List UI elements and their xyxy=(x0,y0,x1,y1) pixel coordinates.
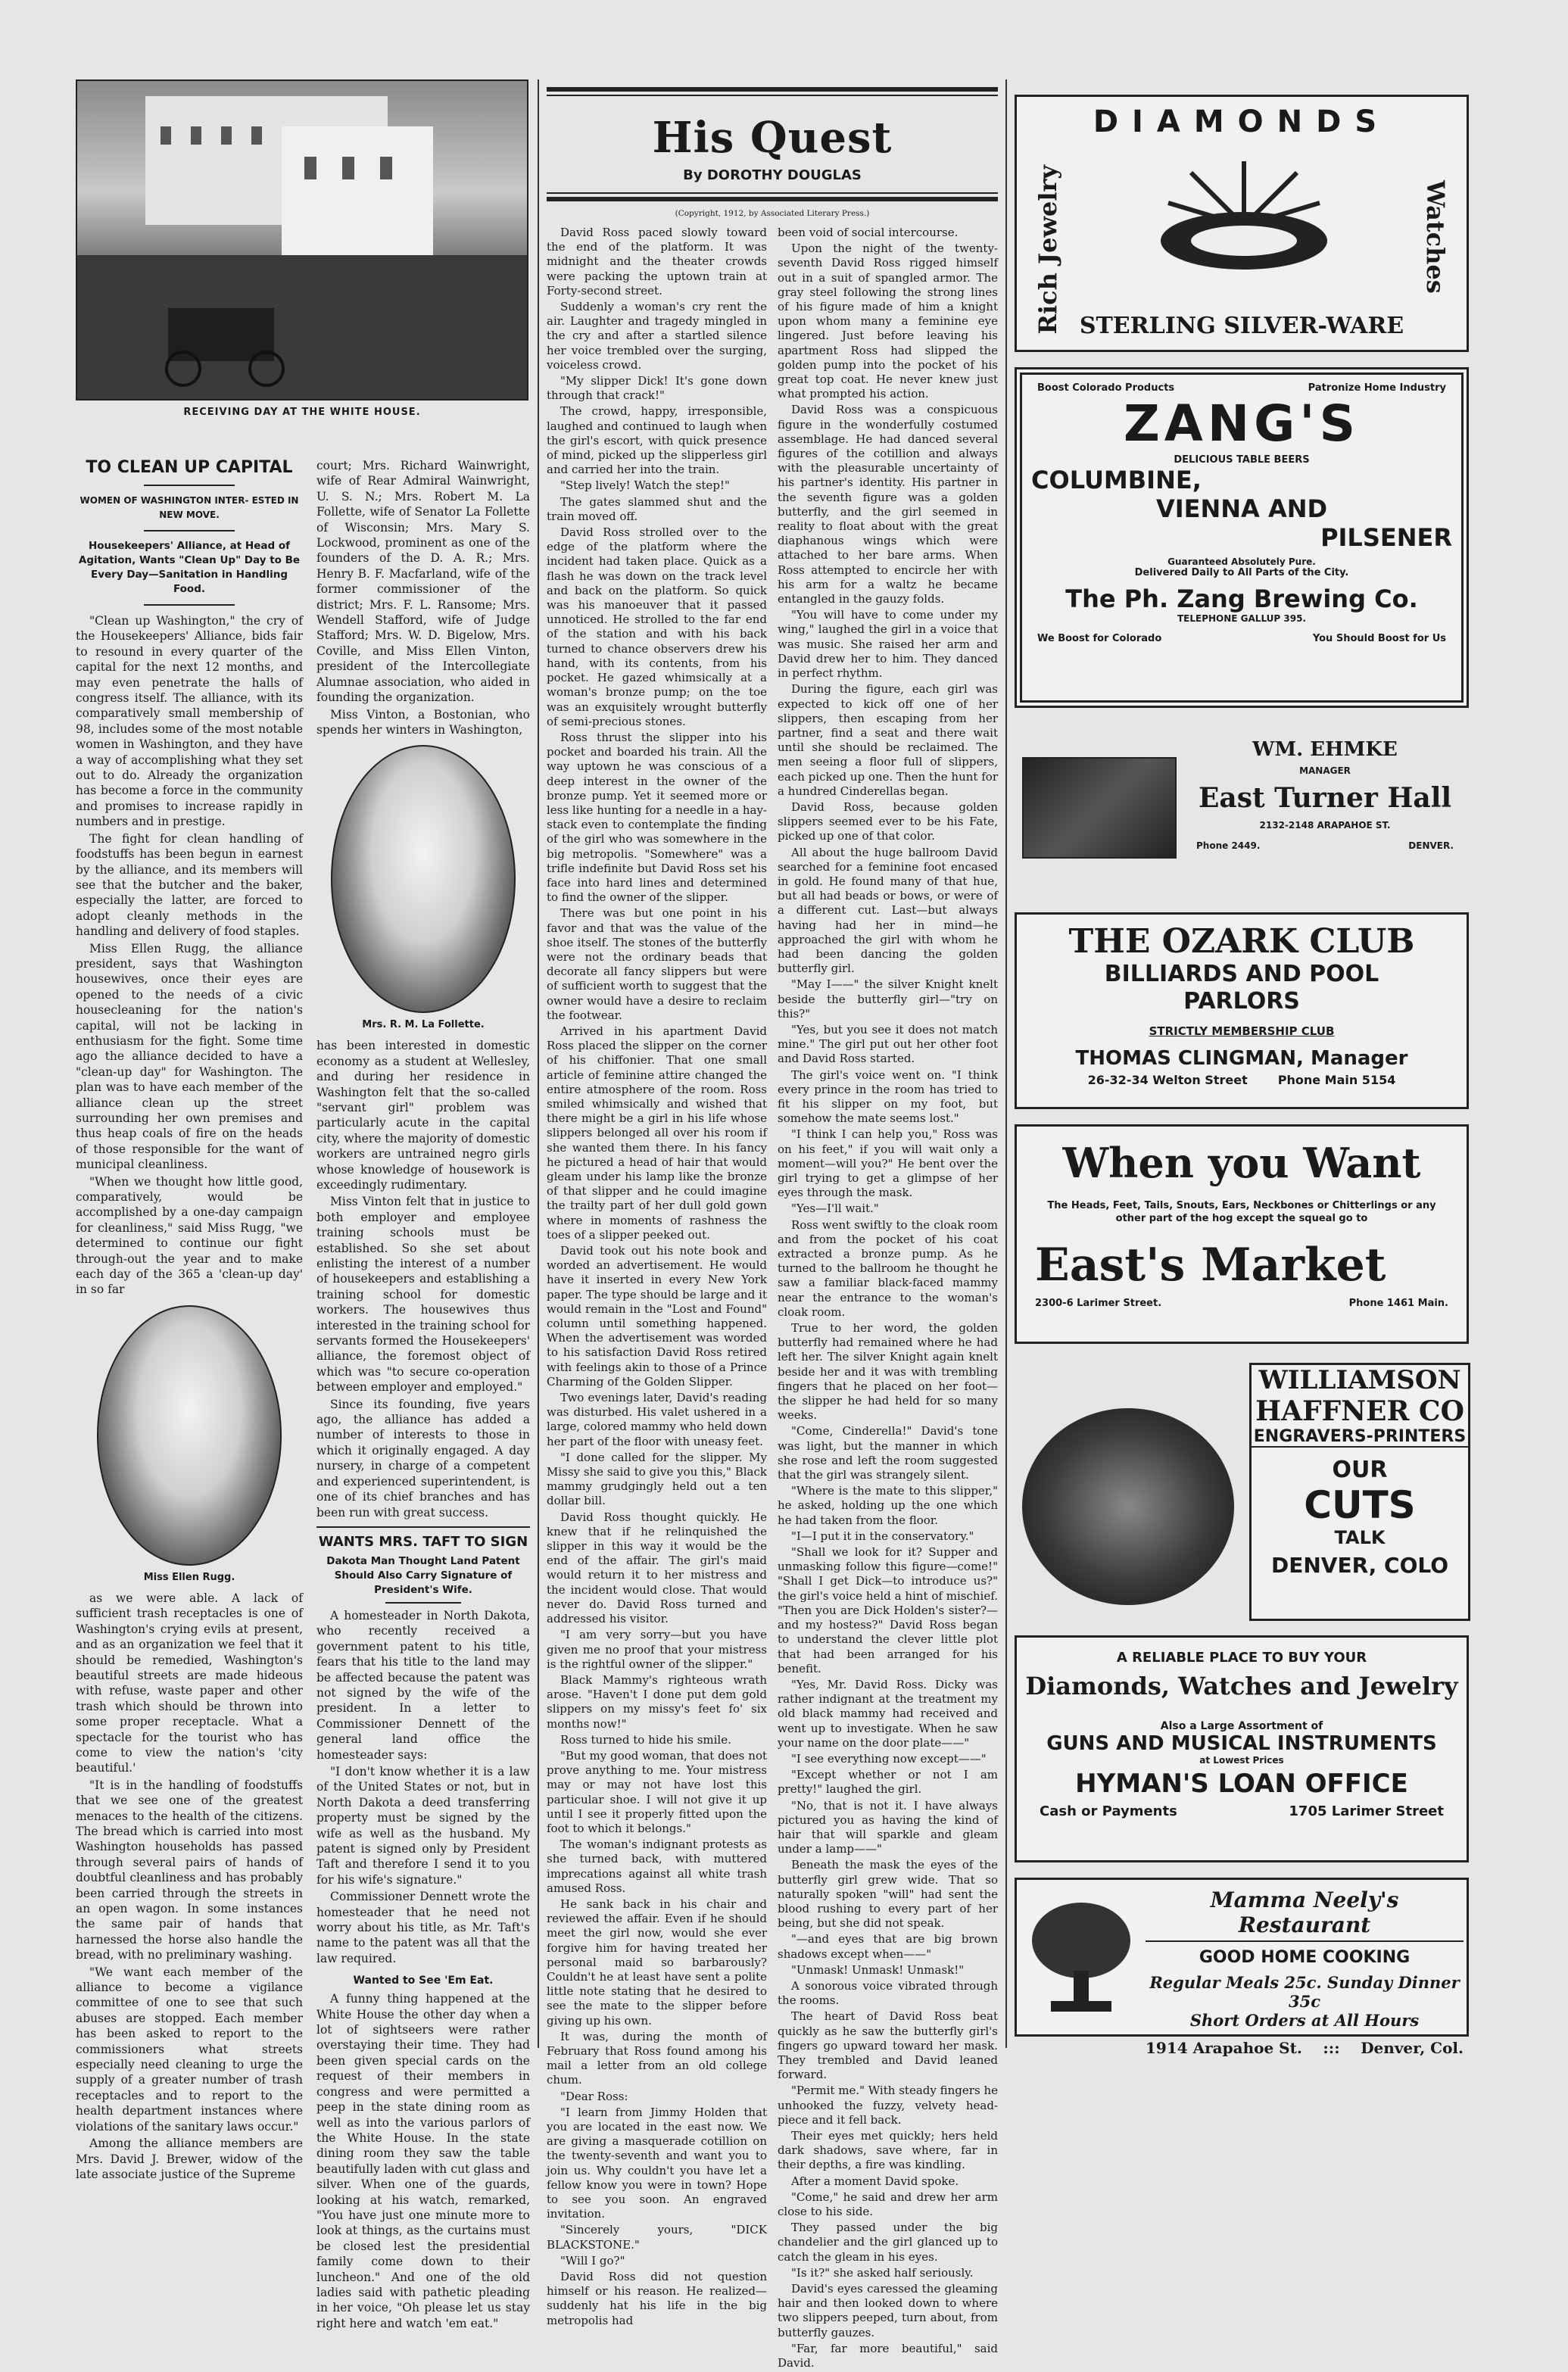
diamonds-ad xyxy=(1015,95,1469,352)
ad-title: THE OZARK CLUB xyxy=(1068,922,1415,961)
headline-see-em-eat: Wanted to See 'Em Eat. xyxy=(353,1975,494,1987)
story-paragraph: been void of social intercourse. xyxy=(778,226,959,239)
ad-text: Also a Large Assortment of xyxy=(1160,1720,1323,1732)
subhead: WOMEN OF WASHINGTON INTER- ESTED IN NEW MOVE. xyxy=(79,495,299,520)
ad-text: GOOD HOME COOKING xyxy=(1199,1948,1411,1967)
story-paragraph: The heart of David Ross beat quickly as he saw the butterfly girl's fingers go upward toward her mask. They trembled and David leaned forward. xyxy=(778,2009,998,2082)
portrait-ellen-rugg xyxy=(97,1305,282,1566)
story-paragraph: "I see everything now except——" xyxy=(791,1751,987,1766)
white-house-photo xyxy=(76,79,528,401)
ad-side-right: Watches xyxy=(1421,180,1450,294)
story-paragraph: "I done called for the slipper. My Missy she said to give you this," Black mammy grudgingly held out a ten dollar bill. xyxy=(547,1450,767,1508)
story-paragraph: True to her word, the golden butterfly had remained where he had left her. The silver Knight again knelt beside her and it was with trembling fingers that he placed on her foot—the slipper he had held for so many weeks. xyxy=(778,1321,998,1423)
ad-text: Diamonds, Watches and Jewelry xyxy=(1025,1672,1458,1700)
story-paragraph: "Will I go?" xyxy=(560,2253,625,2268)
ad-text: GUNS AND MUSICAL INSTRUMENTS xyxy=(1046,1732,1437,1755)
story-paragraph: "—and eyes that are big brown shadows except when——" xyxy=(778,1932,998,1961)
ad-text: CUTS xyxy=(1304,1483,1416,1527)
ad-text: HYMAN'S LOAN OFFICE xyxy=(1075,1769,1408,1799)
story-paragraph: David took out his note book and worded an advertisement. He would have it inserted in every New York paper. The type should be large and it would remain in the "Lost and Found" column until something happened. When the advertisement was worded to his satisfaction David Ross retired with feelings akin to those of a Prince Charming of the Golden Slipper. xyxy=(547,1244,767,1389)
story-paragraph: After a moment David spoke. xyxy=(791,2174,959,2188)
left-columns xyxy=(76,79,528,425)
ad-text: Guaranteed Absolutely Pure. xyxy=(1167,556,1316,567)
headline-mrs-taft: WANTS MRS. TAFT TO SIGN xyxy=(318,1533,528,1550)
ad-text: The Heads, Feet, Tails, Snouts, Ears, Neckbones or Chitterlings or any other part of the hog except the squeal go to xyxy=(1047,1200,1436,1224)
paragraph: Miss Vinton, a Bostonian, who spends her winters in Washington, xyxy=(316,707,530,737)
subhead: Dakota Man Thought Land Patent Should Also Carry Signature of President's Wife. xyxy=(326,1554,520,1596)
ad-text: ENGRAVERS-PRINTERS xyxy=(1252,1427,1468,1448)
ad-text: BILLIARDS AND POOL xyxy=(1104,961,1379,987)
story-paragraph: David Ross thought quickly. He knew that if he relinquished the slipper in this way it would be the end of the affair. The girl's maid would return it to her mistress and the incident would close. That would never do. David Ross turned and addressed his visitor. xyxy=(547,1510,767,1626)
story-paragraph: Ross turned to hide his smile. xyxy=(560,1732,731,1747)
story-paragraph: David's eyes caressed the gleaming hair and then looked down to where two slippers peeped, turn about, from butterfly gauzes. xyxy=(778,2282,998,2339)
story-paragraph: David Ross strolled over to the edge of the platform where the incident had taken place. Quick as a flash he was down on the track level and back on the platform. So quick was his manoeuver that it passed unnoticed. He strolled to the far end of the station and with his back turned to chance observers drew his hand, with its contents, from his pocket. He gazed whimsically at a woman's bronze pump; on the toe was an exquisitely wrought butterfly of semi-precious stones. xyxy=(547,525,767,728)
portrait-caption: Mrs. R. M. La Follette. xyxy=(362,1019,485,1031)
ad-text: TELEPHONE GALLUP 395. xyxy=(1177,613,1306,624)
story-title: His Quest xyxy=(652,113,893,163)
story-paragraph: It was, during the month of February that Ross found among his mail a letter from an old college chum. xyxy=(547,2029,767,2087)
white-house-illustration xyxy=(77,81,527,399)
story-paragraph: "Permit me." With steady fingers he unhooked the fuzzy, velvety head-piece and it fell back. xyxy=(778,2084,998,2127)
column-rule xyxy=(538,79,539,2048)
subhead-deck: Housekeepers' Alliance, at Head of Agitation, Wants "Clean Up" Day to Be Every Day—Sanitation in Handling Food. xyxy=(78,540,301,595)
ad-text: 2300-6 Larimer Street. xyxy=(1035,1298,1162,1309)
story-column xyxy=(547,79,998,2372)
newspaper-page xyxy=(76,79,1529,2370)
column-1 xyxy=(76,458,303,2183)
ad-text: WM. EHMKE xyxy=(1252,738,1398,761)
paragraph: A homesteader in North Dakota, who recently received a government patent to his title, fears that his title to the land may be affected because the patent was not signed by the wife of the president. In a letter to Commissioner Dennett of the general land office the homesteader says: xyxy=(316,1608,530,1762)
ad-title: Mamma Neely's Restaurant xyxy=(1146,1887,1464,1942)
story-paragraph: "Yes, Mr. David Ross. Dicky was rather indignant at the treatment my old black mammy had received and went up to investigate. When he saw your name on the door plate——" xyxy=(778,1677,998,1750)
paragraph: Commissioner Dennett wrote the homesteader that he need not worry about his title, as Mr. Taft's name to the patent was all that the law required. xyxy=(316,1890,530,1965)
ad-text: at Lowest Prices xyxy=(1199,1755,1284,1766)
ad-bottom: STERLING SILVER-WARE xyxy=(1079,313,1404,339)
story-paragraph: "I learn from Jimmy Holden that you are located in the east now. We are giving a masquerade cotillion on the twenty-seventh and want you to join us. Why couldn't you have let a fellow know you were in town? Hope to see you soon. An engraved invitation. xyxy=(547,2105,767,2221)
story-paragraph: "Is it?" she asked half seriously. xyxy=(791,2265,974,2280)
ad-text: 26-32-34 Welton Street xyxy=(1087,1073,1248,1087)
easts-ad xyxy=(1015,1124,1469,1344)
portrait-caption: Miss Ellen Rugg. xyxy=(143,1571,235,1583)
story-paragraph: "Come, Cinderella!" David's tone was light, but the manner in which she rose and left the room suggested that the girl was strangely silent. xyxy=(778,1424,998,1482)
story-paragraph: "Unmask! Unmask! Unmask!" xyxy=(791,1962,965,1977)
ad-title: When you Want xyxy=(1062,1139,1421,1187)
paragraph: as we were able. A lack of sufficient trash receptacles is one of Washington's crying evils at present, and as an organization we feel that it should be remedied, Washington's beautiful streets are made hideous with refuse, waste paper and other trash which should be thrown into some proper receptacle. What a spectacle for the tourist who has come to view the nation's 'city beautiful.' xyxy=(76,1591,303,1775)
story-paragraph: "Yes—I'll wait." xyxy=(791,1202,879,1216)
ad-text: Boost Colorado Products xyxy=(1037,382,1175,394)
ad-text: WILLIAMSON xyxy=(1258,1365,1461,1395)
column-rule xyxy=(1005,79,1007,2048)
ad-text: Patronize Home Industry xyxy=(1308,382,1446,394)
story-paragraph: The girl's voice went on. "I think every prince in the room has tried to fit his slipper on my foot, but somehow the mate seems lost." xyxy=(778,1068,998,1126)
ehmke-ad xyxy=(1015,723,1469,897)
story-paragraph: "Except whether or not I am pretty!" laughed the girl. xyxy=(778,1768,998,1797)
story-paragraph: Two evenings later, David's reading was disturbed. His valet ushered in a large, colored mammy who held down her part of the floor with uneasy feet. xyxy=(547,1391,767,1448)
hymans-ad xyxy=(1015,1635,1469,1862)
story-paragraph: They passed under the big chandelier and the girl glanced up to catch the gleam in his eyes. xyxy=(778,2221,998,2264)
story-paragraph: Upon the night of the twenty-seventh David Ross rigged himself out in a suit of spangled armor. The gray steel following the strong lines of his figure made of him a knight upon whom many a feminine eye lingered. Just before leaving his apartment Ross had slipped the golden pump into the pocket of his great top coat. He never knew just what prompted his action. xyxy=(778,242,998,401)
story-paragraph: Their eyes met quickly; hers held dark shadows, save where, far in their depths, a fire was kindling. xyxy=(778,2129,998,2172)
ad-text: COLUMBINE, xyxy=(1031,466,1202,494)
ad-text: East Turner Hall xyxy=(1198,782,1452,814)
ad-text: You Should Boost for Us xyxy=(1312,633,1446,644)
ad-text: 1914 Arapahoe St. xyxy=(1146,2039,1302,2057)
story-paragraph: "I think I can help you," Ross was on his feet," if you will wait only a moment—will you?" He bent over the girl trying to get a glimpse of her eyes through the mask. xyxy=(778,1127,998,1200)
story-paragraph: Suddenly a woman's cry rent the air. Laughter and tragedy mingled in the cry and after a startled silence her voice trembled over the surging, voiceless crowd. xyxy=(547,300,767,372)
paragraph: A funny thing happened at the White House the other day when a lot of sightseers were rather overstaying their time. They had been given special cards on the request of their members in congress and were permitted a peep in the state dining room as well as into the various parlors of the White House. In the state dining room they saw the table beautifully laden with cut glass and silver. When one of the guards, looking at his watch, remarked, "You have just one minute more to look at things, as the curtains must be closed lest the presidential family come down to their luncheon." And one of the old ladies said with pathetic pleading in her voice, "Oh please let us stay right here and watch 'em eat." xyxy=(316,1992,530,2330)
story-paragraph: "I am very sorry—but you have given me no proof that your mistress is the rightful owner of the slipper." xyxy=(547,1628,767,1671)
story-right xyxy=(778,226,998,2372)
ad-text: DELICIOUS TABLE BEERS xyxy=(1174,454,1310,466)
story-paragraph: "Yes, but you see it does not match mine." The girl put out her other foot and David Ross started. xyxy=(778,1022,998,1066)
ad-text: 2132-2148 ARAPAHOE ST. xyxy=(1259,820,1391,831)
ad-text: PILSENER xyxy=(1320,523,1452,552)
story-paragraph: David Ross was a conspicuous figure in the wonderfully costumed assemblage. He had danced several figures of the cotillion and always with the pleasurable uncertainty of his partner's identity. His partner in the seventh figure was a golden butterfly, and the girl seemed in reality to float about with the great diaphanous wings which were attached to her bare arms. When Ross attempted to encircle her with his arm for a waltz he became entangled in the gauzy folds. xyxy=(778,403,998,606)
paragraph: Among the alliance members are Mrs. David J. Brewer, widow of the late associate justice of the Supreme xyxy=(76,2137,303,2181)
turner-hall-image xyxy=(1022,757,1177,859)
story-paragraph: David Ross paced slowly toward the end of the platform. It was midnight and the theater crowds were packing the uptown train at Forty-second street. xyxy=(547,226,767,298)
paragraph: "Clean up Washington," the cry of the Housekeepers' Alliance, bids fair to resound in every quarter of the capital for the next 12 months, and may even penetrate the halls of congress itself. The alliance, with its comparatively small membership of 98, includes some of the most notable women in Washington, and they have a way of accomplishing what they set out to do. Already the organization has become a force in the community and promises to increase rapidly in numbers and in prestige. xyxy=(76,614,303,829)
story-paragraph: Ross thrust the slipper into his pocket and boarded his train. All the way uptown he was conscious of a deep interest in the owner of the bronze pump. Yet it seemed more or less like hunting for a needle in a hay-stack even to contemplate the finding of the girl who was somewhere in the big metropolis. "Somewhere" was a trifle indefinite but David Ross set his face into hard lines and determined to find the owner of the slipper. xyxy=(547,730,767,905)
ad-text: MANAGER xyxy=(1299,765,1351,776)
column-2 xyxy=(316,458,530,2333)
story-paragraph: David Ross did not question himself or his reason. He realized—suddenly hat his life in the big metropolis had xyxy=(547,2270,767,2327)
story-paragraph: David Ross, because golden slippers seemed ever to be his Fate, picked up one of that color. xyxy=(778,799,998,843)
ad-text: Phone Main 5154 xyxy=(1277,1073,1396,1087)
story-paragraph: There was but one point in his favor and that was the value of the shoe itself. The stones of the butterfly were not the ordinary beads that decorate all fancy slippers but were of sufficient worth to suggest that the owner would have a desire to reclaim the footwear. xyxy=(547,906,767,1022)
story-paragraph: Black Mammy's righteous wrath arose. "Haven't I done put dem gold slippers on my missy's feet fo' six months now!" xyxy=(547,1672,767,1731)
story-paragraph: During the figure, each girl was expected to kick off one of her slippers, then escaping from her partner, find a seat and there wait until she should be reclaimed. The men seeing a floor full of slippers, each picked up one. Then the hunt for a hundred Cinderellas began. xyxy=(778,682,998,798)
ad-text: DENVER. xyxy=(1408,840,1454,851)
story-paragraph: A sonorous voice vibrated through the rooms. xyxy=(778,1978,998,2008)
story-paragraph: The woman's indignant protests as she turned back, with muttered imprecations against all white trash amused Ross. xyxy=(547,1837,767,1895)
story-left xyxy=(547,226,767,2372)
ad-text: The Ph. Zang Brewing Co. xyxy=(1065,584,1418,613)
paragraph: has been interested in domestic economy as a student at Wellesley, and during her residence in Washington felt that the so-called "servant girl" problem was particularly acute in the capital city, where the majority of domestic workers are untrained negro girls whose knowledge of housework is exceedingly rudimentary. xyxy=(316,1039,530,1192)
jewelry-emblem-icon xyxy=(1146,157,1342,279)
story-paragraph: "You will have to come under my wing," laughed the girl in a voice that was music. She raised her arm and David drew her to him. They danced in perfect rhythm. xyxy=(778,608,998,681)
story-paragraph: Ross went swiftly to the cloak room and from the pocket of his coat extracted a bronze pump. As he turned to the ballroom he thought he saw a familiar black-faced mammy near the entrance to the woman's cloak room. xyxy=(778,1217,998,1319)
photo-caption: RECEIVING DAY AT THE WHITE HOUSE. xyxy=(183,407,421,418)
ad-text: HAFFNER CO xyxy=(1255,1395,1464,1427)
paragraph: court; Mrs. Richard Wainwright, wife of Rear Admiral Wainwright, U. S. N.; Mrs. Robert M. La Follette, wife of Senator La Follette of Wisconsin; Mrs. Mary S. Lockwood, prominent as one of the founders of the D. A. R.; Mrs. Henry B. F. Macfarland, wife of the former commissioner of the district; Mrs. F. L. Ransome; Mrs. Wendell Stafford, wife of Judge Stafford; Mrs. W. D. Bigelow, Mrs. Coville, and Miss Ellen Vinton, president of the Intercollegiate Alumnae association, who aided in founding the organization. xyxy=(316,459,530,705)
ad-text: Denver, Col. xyxy=(1361,2039,1464,2057)
ad-text: THOMAS CLINGMAN, Manager xyxy=(1075,1047,1408,1070)
story-paragraph: "Far, far more beautiful," said David. xyxy=(778,2341,998,2370)
story-paragraph: The crowd, happy, irresponsible, laughed and continued to laugh when the girl's escort, with quick presence of mind, picked up the slipperless girl and carried her into the train. xyxy=(547,404,767,477)
ad-text: OUR xyxy=(1332,1457,1388,1483)
ad-text: TALK xyxy=(1334,1527,1386,1548)
ad-text: East's Market xyxy=(1035,1239,1386,1292)
portrait-la-follette xyxy=(331,745,516,1013)
paragraph: The fight for clean handling of foodstuffs has been begun in earnest by the alliance, and its members will see that the butcher and the baker, especially the latter, are forced to adopt cleanly methods in the handling and delivery of food staples. xyxy=(76,831,303,939)
paragraph: "It is in the handling of foodstuffs that we see one of the greatest menaces to the health of the citizens. The bread which is carried into most Washington households has passed through several pairs of hands of doubtful cleanliness and has probably been carried through the streets in an open wagon. In some instances the same pair of hands that harnessed the horse also handle the bread, with no preliminary washing. xyxy=(76,1778,303,1962)
ad-text: A RELIABLE PLACE TO BUY YOUR xyxy=(1116,1650,1367,1666)
ad-text: Delivered Daily to All Parts of the City. xyxy=(1134,567,1349,578)
paragraph: Miss Vinton felt that in justice to both employer and employee training schools must be established. So she set about enlisting the interest of a number of housekeepers and establishing a training school for domestic workers. The housewives thus interested in the training school for servants formed the Housekeepers' alliance, the foremost object of which was "to secure co-operation between employer and employed." xyxy=(316,1195,530,1395)
story-paragraph: "Dear Ross: xyxy=(560,2089,628,2103)
story-paragraph: "Where is the mate to this slipper," he asked, holding up the one which he had taken from the floor. xyxy=(778,1484,998,1527)
ad-side-left: Rich Jewelry xyxy=(1033,165,1062,335)
headline-clean-up-capital: TO CLEAN UP CAPITAL xyxy=(86,458,293,477)
story-paragraph: Beneath the mask the eyes of the butterfly girl grew wide. That so naturally spoken "will" had sent the blood rushing to every part of her being, but she did not speak. xyxy=(778,1858,998,1931)
story-paragraph: Arrived in his apartment David Ross placed the slipper on the corner of his chiffonier. That one small article of feminine attire changed the entire atmosphere of the room. Ross smiled whimsically and wished that there might be a girl in his life whose slippers belonged all over his room if she wanted them there. In his fancy he pictured a head of hair that would gleam under his lamp like the bronze of that slipper and he could imagine the trailty part of her dull gold gown where in moments of rashness the toes of a slipper peeked out. xyxy=(547,1024,767,1242)
ad-text: STRICTLY MEMBERSHIP CLUB xyxy=(1149,1024,1335,1038)
zangs-ad xyxy=(1015,367,1469,708)
zangs-title: ZANG'S xyxy=(1123,394,1361,453)
story-paragraph: All about the huge ballroom David searched for a feminine foot encased in gold. He found many of that hue, but all had beads or bows, or were of a different cut. Last—but always having had her in mind—he approached the girl with whom he had been dancing the golden butterfly girl. xyxy=(778,845,998,976)
ad-text: We Boost for Colorado xyxy=(1037,633,1162,644)
story-paragraph: "May I——" the silver Knight knelt beside the butterfly girl—"try on this?" xyxy=(778,977,998,1021)
ad-text: Short Orders at All Hours xyxy=(1189,2011,1420,2030)
ad-text: Phone 1461 Main. xyxy=(1348,1298,1448,1309)
ozark-ad xyxy=(1015,912,1469,1109)
story-paragraph: "No, that is not it. I have always pictured you as having the kind of hair that will sparkle and gleam under a lamp——" xyxy=(778,1798,998,1856)
story-paragraph: "Come," he said and drew her arm close to his side. xyxy=(778,2190,998,2219)
paragraph: "When we thought how little good, comparatively, would be accomplished by a one-day campaign for cleanliness," said Miss Rugg, "we determined to continue our fight through-out the year and to make each day of the 365 a 'clean-up day' in so far xyxy=(76,1174,303,1297)
paragraph: Since its founding, five years ago, the alliance has added a number of interests to those in which it originally engaged. A day nursery, in charge of a competent and experienced superintendent, is one of its chief branches and has been run with great success. xyxy=(316,1397,530,1520)
story-paragraph: "My slipper Dick! It's gone down through that crack!" xyxy=(547,374,767,403)
paragraph: "I don't know whether it is a law of the United States or not, but in North Dakota a deed transferring property must be signed by the wife as well as the husband. My patent is signed only by President Taft and therefore I send it to you for his wife's signature." xyxy=(316,1764,530,1887)
paragraph: "We want each member of the alliance to become a vigilance committee of one to see that such abuses are stopped. Each member has been asked to report to the commissioners what streets especially need cleaning to urge the supply of a greater number of trash receptacles and to report to the health department instances where violations of the sanitary laws occur." xyxy=(76,1965,303,2134)
williamson-ad xyxy=(1015,1363,1469,1620)
story-paragraph: The gates slammed shut and the train moved off. xyxy=(547,494,767,523)
ad-text: VIENNA AND xyxy=(1155,494,1328,523)
ad-text: Cash or Payments xyxy=(1040,1803,1177,1819)
story-paragraph: He sank back in his chair and reviewed the affair. Even if he should meet the girl now, would she ever forgive him for having treated her personal maid so barbarously? Couldn't he at least have sent a polite little note stating that he desired to see the mate to the slipper before giving up his own. xyxy=(547,1897,767,2028)
ad-text: 1705 Larimer Street xyxy=(1289,1803,1444,1819)
copyright: (Copyright, 1912, by Associated Literary Press.) xyxy=(675,209,870,218)
story-paragraph: "Shall we look for it? Supper and unmasking follow this figure—come!" "Shall I get Dick—to introduce us?" the girl's voice held a hint of mischief. "Then you are Dick Holden's sister?—and my hostess?" David Ross began to understand the clever little plot that had been arranged for his benefit. xyxy=(778,1545,998,1675)
tree-icon xyxy=(1024,1895,1138,2016)
mamma-neelys-ad xyxy=(1015,1878,1469,2057)
byline: By DOROTHY DOUGLAS xyxy=(683,167,862,183)
ad-text: PARLORS xyxy=(1183,988,1300,1015)
story-paragraph: "I—I put it in the conservatory." xyxy=(791,1529,974,1543)
story-paragraph: "But my good woman, that does not prove anything to me. Your mistress may or may not have lost this particular shoe. I will not give it up until I see it properly fitted upon the foot to which it belongs." xyxy=(547,1748,767,1835)
engraving-seal-image xyxy=(1022,1408,1234,1605)
ad-text: Phone 2449. xyxy=(1196,840,1261,851)
story-paragraph: "Sincerely yours, "DICK BLACKSTONE." xyxy=(547,2223,767,2252)
ad-text: ::: xyxy=(1323,2039,1340,2057)
ad-text: DENVER, COLO xyxy=(1270,1553,1449,1578)
paragraph: Miss Ellen Rugg, the alliance president, says that Washington housewives, once their eyes are opened to the needs of a civic housecleaning for the nation's capital, will not be lacking in enthusiasm for the fight. Some time ago the alliance decided to have a "clean-up day" for Washington. The plan was to have each member of the alliance clean up the street surrounding her own premises and thus heap coals of fire on the heads of those responsible for the want of municipal cleanliness. xyxy=(76,941,303,1172)
ad-title: DIAMONDS xyxy=(1093,104,1391,139)
story-paragraph: "Step lively! Watch the step!" xyxy=(560,478,730,493)
ad-text: Regular Meals 25c. Sunday Dinner 35c xyxy=(1149,1973,1460,2011)
